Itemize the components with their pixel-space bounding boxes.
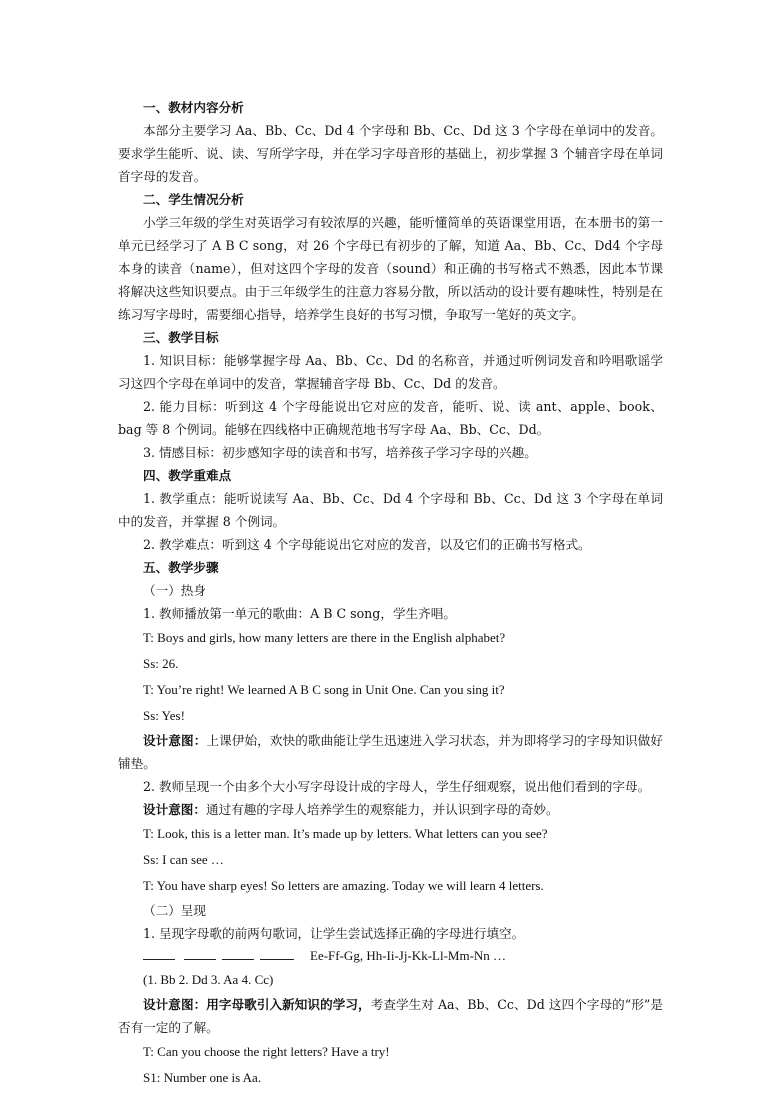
intent-label: 设计意图：用字母歌引入新知识的学习，: [143, 997, 371, 1012]
dialogue-line: Ss: 26.: [143, 656, 179, 671]
paragraph: 1. 教师播放第一单元的歌曲：A B C song，学生齐唱。: [143, 606, 456, 621]
paragraph: 2. 教学难点：听到这 4 个字母能说出它对应的发音，以及它们的正确书写格式。: [143, 537, 591, 552]
intent-text: 通过有趣的字母人培养学生的观察能力，并认识到字母的奇妙。: [205, 802, 559, 817]
paragraph: 1. 知识目标：能够掌握字母 Aa、Bb、Cc、Dd 的名称音，并通过听例词发音和吟唱歌谣学习这四个字母在单词中的发音，掌握辅音字母 Bb、Cc、Dd 的发音。: [118, 353, 663, 391]
paragraph: 本部分主要学习 Aa、Bb、Cc、Dd 4 个字母和 Bb、Cc、Dd 这 3 个字母在单词中的发音。要求学生能听、说、读、写所学字母，并在学习字母音形的基础上，初步掌握 3 个辅音字母在单词首字母的发音。: [118, 123, 663, 184]
dialogue-line: Ss: Yes!: [143, 708, 185, 723]
subsection-heading: （二）呈现: [143, 903, 206, 918]
subsection-heading: （一）热身: [143, 583, 206, 598]
dialogue-line: T: Can you choose the right letters? Have a try!: [143, 1044, 390, 1059]
dialogue-line: T: You have sharp eyes! So letters are amazing. Today we will learn 4 letters.: [143, 878, 544, 893]
intent-text: 考查学生对 Aa、Bb、Cc、Dd 这四个字母的“形”是否有一定的了解。: [118, 997, 664, 1035]
blank: [143, 947, 175, 960]
paragraph: 1. 教学重点：能听说读写 Aa、Bb、Cc、Dd 4 个字母和 Bb、Cc、Dd 这 3 个字母在单词中的发音，并掌握 8 个例词。: [118, 491, 663, 529]
section-heading-4: 四、教学重难点: [143, 468, 232, 483]
paragraph: 2. 教师呈现一个由多个大小写字母设计成的字母人，学生仔细观察，说出他们看到的字母。: [143, 779, 651, 794]
design-intent: [118, 729, 663, 775]
blank: [260, 947, 294, 960]
design-intent: [118, 993, 663, 1039]
dialogue-line: T: Boys and girls, how many letters are there in the English alphabet?: [143, 630, 506, 645]
fill-in-blanks: [118, 945, 663, 967]
section-heading-1: 一、教材内容分析: [143, 100, 244, 115]
paragraph: 2. 能力目标：听到这 4 个字母能说出它对应的发音，能听、说、读 ant、apple、book、bag 等 8 个例词。能够在四线格中正确规范地书写字母 Aa、Bb、Cc、Dd。: [118, 399, 663, 437]
paragraph: 1. 呈现字母歌的前两句歌词，让学生尝试选择正确的字母进行填空。: [143, 926, 525, 941]
intent-label: 设计意图：: [143, 802, 206, 817]
blank: [184, 947, 216, 960]
dialogue-line: Ss: I can see …: [143, 852, 224, 867]
song-tail: Ee-Ff-Gg, Hh-Ii-Jj-Kk-Ll-Mm-Nn …: [310, 948, 507, 963]
section-heading-2: 二、学生情况分析: [143, 192, 244, 207]
section-heading-3: 三、教学目标: [143, 330, 219, 345]
dialogue-line: T: You’re right! We learned A B C song in Unit One. Can you sing it?: [143, 682, 505, 697]
intent-label: 设计意图：: [143, 733, 207, 748]
design-intent: [118, 798, 663, 821]
answer-options: (1. Bb 2. Dd 3. Aa 4. Cc): [143, 972, 274, 987]
paragraph: 3. 情感目标：初步感知字母的读音和书写，培养孩子学习字母的兴趣。: [143, 445, 537, 460]
dialogue-line: T: Look, this is a letter man. It’s made up by letters. What letters can you see?: [143, 826, 548, 841]
section-heading-5: 五、教学步骤: [143, 560, 219, 575]
paragraph: 小学三年级的学生对英语学习有较浓厚的兴趣，能听懂简单的英语课堂用语，在本册书的第一单元已经学习了 A B C song，对 26 个字母已有初步的了解，知道 Aa、Bb、Cc、Dd4 个字母本身的读音（name），但对这四个字母的发音（sound）和正确的书写格式不熟悉，因此本节课将解决这些知识要点。由于三年级学生的注意力容易分散，所以活动的设计要有趣味性，特别是在练习写字母时，需要细心指导，培养学生良好的书写习惯，争取写一笔好的英文字。: [118, 215, 663, 322]
intent-text: 上课伊始，欢快的歌曲能让学生迅速进入学习状态，并为即将学习的字母知识做好铺垫。: [118, 733, 664, 771]
document-page: [118, 96, 663, 1091]
dialogue-line: S1: Number one is Aa.: [143, 1070, 262, 1085]
blank: [222, 947, 254, 960]
